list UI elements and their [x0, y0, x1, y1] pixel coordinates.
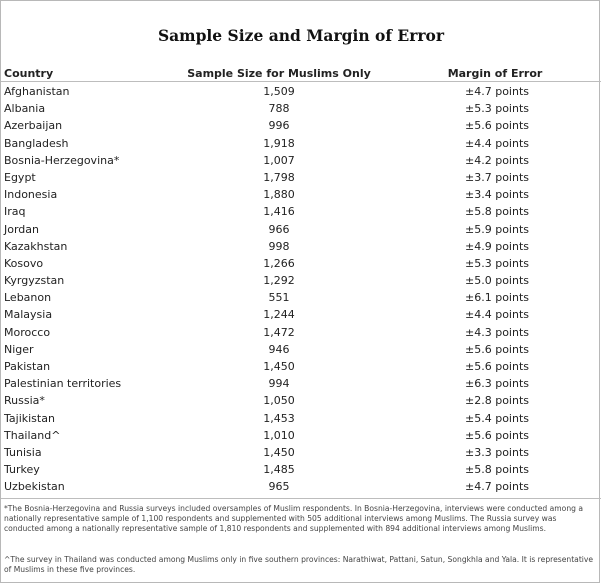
table-row	[1, 100, 601, 117]
country-cell: Thailand^	[4, 428, 61, 442]
table-row	[1, 117, 601, 134]
country-cell: Bosnia-Herzegovina*	[4, 153, 120, 167]
margin-of-error-cell: ±3.4 points	[465, 188, 529, 202]
sample-size-cell: 1,472	[263, 325, 295, 339]
margin-of-error-cell: ±4.4 points	[465, 136, 529, 150]
country-cell: Tunisia	[4, 445, 42, 459]
table-row	[1, 478, 601, 495]
sample-size-cell: 998	[268, 239, 290, 253]
table-row	[1, 186, 601, 203]
sample-size-cell: 1,485	[263, 463, 295, 477]
sample-size-cell: 1,450	[263, 445, 295, 459]
margin-of-error-cell: ±5.4 points	[465, 411, 529, 425]
sample-size-cell: 994	[268, 377, 290, 391]
table-row	[1, 238, 601, 255]
country-cell: Morocco	[4, 325, 51, 339]
margin-of-error-cell: ±2.8 points	[465, 394, 529, 408]
sample-size-cell: 996	[268, 119, 290, 133]
sample-size-cell: 1,453	[263, 411, 295, 425]
table-row	[1, 83, 601, 100]
sample-size-cell: 1,509	[263, 85, 295, 98]
margin-of-error-cell: ±4.2 points	[465, 153, 529, 167]
margin-of-error-cell: ±4.4 points	[465, 308, 529, 322]
country-cell: Azerbaijan	[4, 119, 63, 133]
sample-size-cell: 1,416	[263, 205, 295, 219]
country-cell: Turkey	[4, 463, 40, 477]
sample-size-cell: 551	[268, 291, 290, 305]
country-cell: Egypt	[4, 170, 36, 184]
sample-size-cell: 1,266	[263, 256, 295, 270]
country-cell: Niger	[4, 342, 34, 356]
sample-size-cell: 965	[268, 480, 290, 494]
table-row	[1, 341, 601, 358]
margin-of-error-cell: ±5.0 points	[465, 274, 529, 288]
country-cell: Iraq	[4, 205, 26, 219]
country-cell: Uzbekistan	[4, 480, 65, 494]
table-row	[1, 427, 601, 444]
sample-size-cell: 1,798	[263, 170, 295, 184]
country-cell: Tajikistan	[4, 411, 55, 425]
country-cell: Malaysia	[4, 308, 53, 322]
sample-size-cell: 1,050	[263, 394, 295, 408]
table-row	[1, 375, 601, 392]
margin-of-error-cell: ±5.8 points	[465, 205, 529, 219]
margin-of-error-cell: ±4.7 points	[465, 480, 529, 494]
sample-size-cell: 1,880	[263, 188, 295, 202]
country-cell: Indonesia	[4, 188, 58, 202]
table-row	[1, 444, 601, 461]
margin-of-error-cell: ±5.6 points	[465, 360, 529, 373]
table-row	[1, 324, 601, 341]
margin-of-error-cell: ±4.3 points	[465, 325, 529, 339]
table-row	[1, 358, 601, 375]
margin-of-error-cell: ±4.7 points	[465, 85, 529, 98]
table-row	[1, 272, 601, 289]
country-cell: Kosovo	[4, 256, 44, 270]
margin-of-error-cell: ±5.6 points	[465, 428, 529, 442]
sample-size-cell: 788	[268, 102, 290, 116]
page-title: Sample Size and Margin of Error	[157, 26, 445, 45]
country-cell: Kazakhstan	[4, 239, 68, 253]
sample-size-cell: 1,010	[263, 428, 295, 442]
margin-of-error-cell: ±6.1 points	[465, 291, 529, 305]
table-row	[1, 255, 601, 272]
footnote-divider	[1, 498, 601, 499]
country-cell: Pakistan	[4, 360, 51, 373]
table-row	[1, 410, 601, 427]
sample-size-cell: 1,918	[263, 136, 295, 150]
margin-of-error-cell: ±5.9 points	[465, 222, 529, 236]
country-cell: Kyrgyzstan	[4, 274, 65, 288]
table-row	[1, 135, 601, 152]
sample-size-cell: 966	[268, 222, 290, 236]
table-row	[1, 169, 601, 186]
column-header-margin-of-error: Margin of Error	[447, 67, 543, 80]
table-row	[1, 221, 601, 238]
footnote-thailand: ^The survey in Thailand was conducted among Muslims only in five southern provinces: Narathiwat, Pattani, Satun, Songkhla and Yala. It is representative of Muslims in these five provinces.	[4, 555, 594, 574]
table-body	[1, 83, 601, 496]
table-row	[1, 152, 601, 169]
margin-of-error-cell: ±5.6 points	[465, 119, 529, 133]
country-cell: Afghanistan	[4, 85, 70, 98]
sample-size-cell: 1,450	[263, 360, 295, 373]
margin-of-error-cell: ±4.9 points	[465, 239, 529, 253]
country-cell: Palestinian territories	[4, 377, 122, 391]
sample-size-cell: 946	[268, 342, 290, 356]
country-cell: Bangladesh	[4, 136, 69, 150]
table-row	[1, 461, 601, 478]
margin-of-error-cell: ±5.3 points	[465, 256, 529, 270]
table-row	[1, 289, 601, 306]
sample-size-cell: 1,007	[263, 153, 295, 167]
country-cell: Russia*	[4, 394, 45, 408]
sample-size-cell: 1,292	[263, 274, 295, 288]
margin-of-error-cell: ±3.7 points	[465, 170, 529, 184]
margin-of-error-cell: ±5.6 points	[465, 342, 529, 356]
margin-of-error-cell: ±5.8 points	[465, 463, 529, 477]
margin-of-error-cell: ±5.3 points	[465, 102, 529, 116]
country-cell: Lebanon	[4, 291, 52, 305]
table-row	[1, 306, 601, 323]
footnote-oversample: *The Bosnia-Herzegovina and Russia surveys included oversamples of Muslim respondents. In Bosnia-Herzegovina, interviews were conducted among a nationally representative sample of 1,100 respondents and supplemented with 505 additional interviews among Muslims. The Russia survey was conducted among a nationally representative sample of 1,810 respondents and supplemented with 894 additional interviews among Muslims.	[4, 504, 584, 533]
sample-size-cell: 1,244	[263, 308, 295, 322]
column-header-sample-size: Sample Size for Muslims Only	[187, 67, 371, 80]
header-divider	[1, 81, 601, 82]
country-cell: Albania	[4, 102, 46, 116]
table-row	[1, 392, 601, 409]
country-cell: Jordan	[4, 222, 39, 236]
margin-of-error-cell: ±6.3 points	[465, 377, 529, 391]
table-row	[1, 203, 601, 220]
margin-of-error-cell: ±3.3 points	[465, 445, 529, 459]
column-header-country: Country	[4, 67, 54, 80]
